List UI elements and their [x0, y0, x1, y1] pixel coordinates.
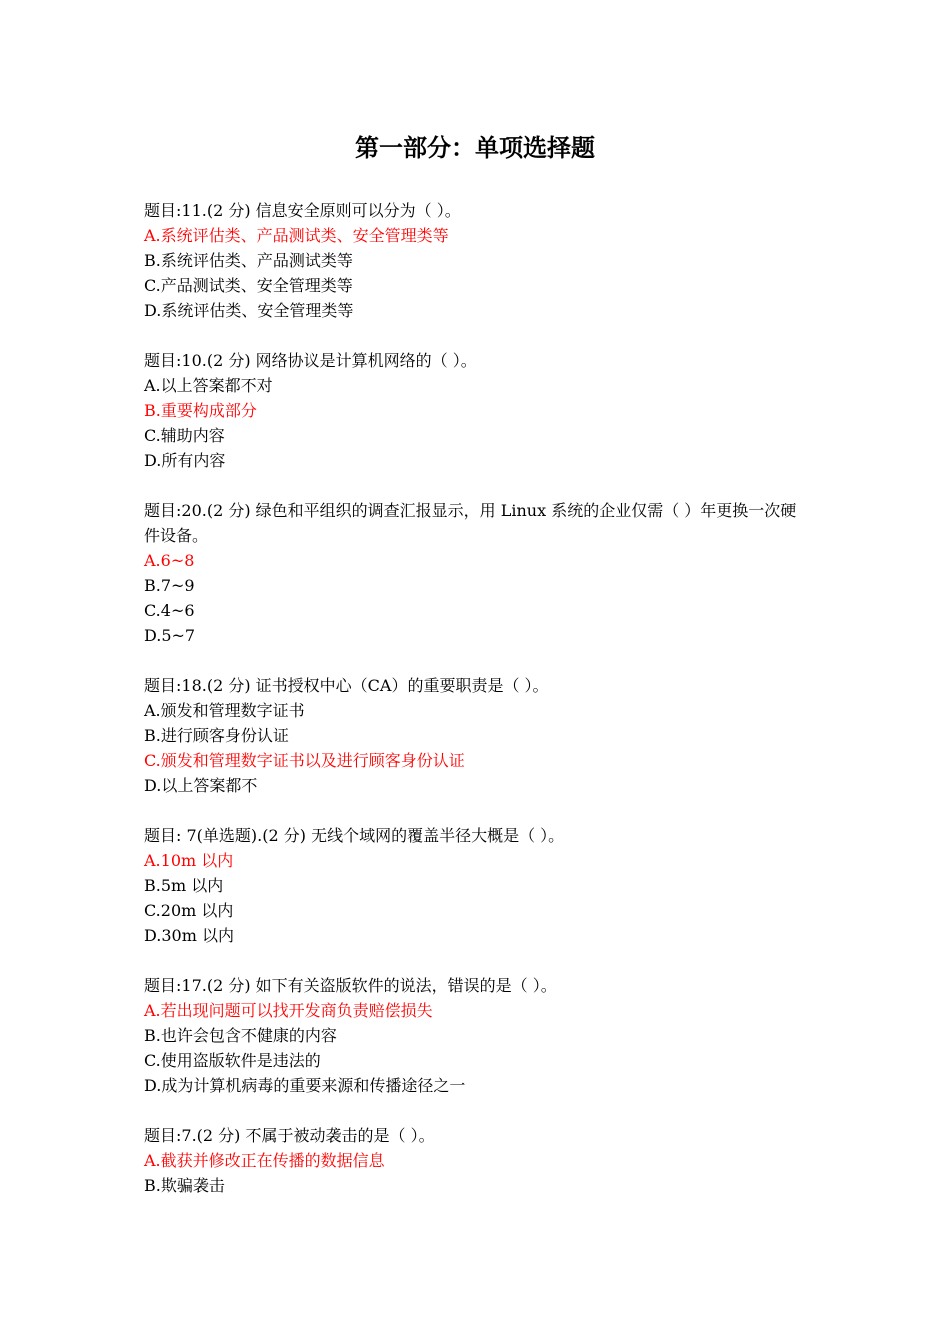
- option-b: B.系统评估类、产品测试类等: [144, 251, 353, 270]
- option-c: C.产品测试类、安全管理类等: [144, 276, 353, 295]
- option-c-correct: C.颁发和管理数字证书以及进行顾客身份认证: [144, 751, 465, 770]
- question-7: [144, 1123, 809, 1198]
- option-b-correct: B.重要构成部分: [144, 401, 257, 420]
- option-d: D.5~7: [144, 626, 196, 645]
- question-text: 题目:11.(2 分) 信息安全原则可以分为（ ）。: [144, 201, 461, 220]
- option-a-correct: A.10m 以内: [144, 851, 234, 870]
- option-c: C.20m 以内: [144, 901, 234, 920]
- option-b: B.进行顾客身份认证: [144, 726, 289, 745]
- option-b: B.7~9: [144, 576, 195, 595]
- question-text: 题目:7.(2 分) 不属于被动袭击的是（ ）。: [144, 1126, 435, 1145]
- option-b: B.也许会包含不健康的内容: [144, 1026, 337, 1045]
- question-list: [144, 198, 809, 1223]
- option-c: C.辅助内容: [144, 426, 225, 445]
- question-text: 题目: 7(单选题).(2 分) 无线个域网的覆盖半径大概是（ ）。: [144, 826, 565, 845]
- option-a: A.颁发和管理数字证书: [144, 701, 305, 720]
- question-text: 题目:10.(2 分) 网络协议是计算机网络的（ ）。: [144, 351, 477, 370]
- page-title: 第一部分：单项选择题: [355, 133, 595, 162]
- question-4: [144, 673, 809, 798]
- option-a-correct: A.若出现问题可以找开发商负责赔偿损失: [144, 1001, 433, 1020]
- question-text: 题目:18.(2 分) 证书授权中心（CA）的重要职责是（ ）。: [144, 676, 549, 695]
- option-b: B.5m 以内: [144, 876, 224, 895]
- option-d: D.以上答案都不: [144, 776, 258, 795]
- option-a-correct: A.截获并修改正在传播的数据信息: [144, 1151, 385, 1170]
- question-text: 题目:20.(2 分) 绿色和平组织的调查汇报显示，用 Linux 系统的企业仅需（ ）年更换一次硬件设备。: [144, 501, 797, 545]
- option-c: C.4~6: [144, 601, 195, 620]
- option-d: D.成为计算机病毒的重要来源和传播途径之一: [144, 1076, 466, 1095]
- option-d: D.30m 以内: [144, 926, 234, 945]
- question-6: [144, 973, 809, 1098]
- question-5: [144, 823, 809, 948]
- question-3: [144, 498, 809, 648]
- option-a: A.以上答案都不对: [144, 376, 273, 395]
- option-c: C.使用盗版软件是违法的: [144, 1051, 321, 1070]
- option-b: B.欺骗袭击: [144, 1176, 225, 1195]
- option-a-correct: A.6~8: [144, 551, 195, 570]
- question-1: [144, 198, 809, 323]
- question-2: [144, 348, 809, 473]
- option-d: D.系统评估类、安全管理类等: [144, 301, 354, 320]
- option-a-correct: A.系统评估类、产品测试类、安全管理类等: [144, 226, 449, 245]
- option-d: D.所有内容: [144, 451, 226, 470]
- question-text: 题目:17.(2 分) 如下有关盗版软件的说法，错误的是（ ）。: [144, 976, 557, 995]
